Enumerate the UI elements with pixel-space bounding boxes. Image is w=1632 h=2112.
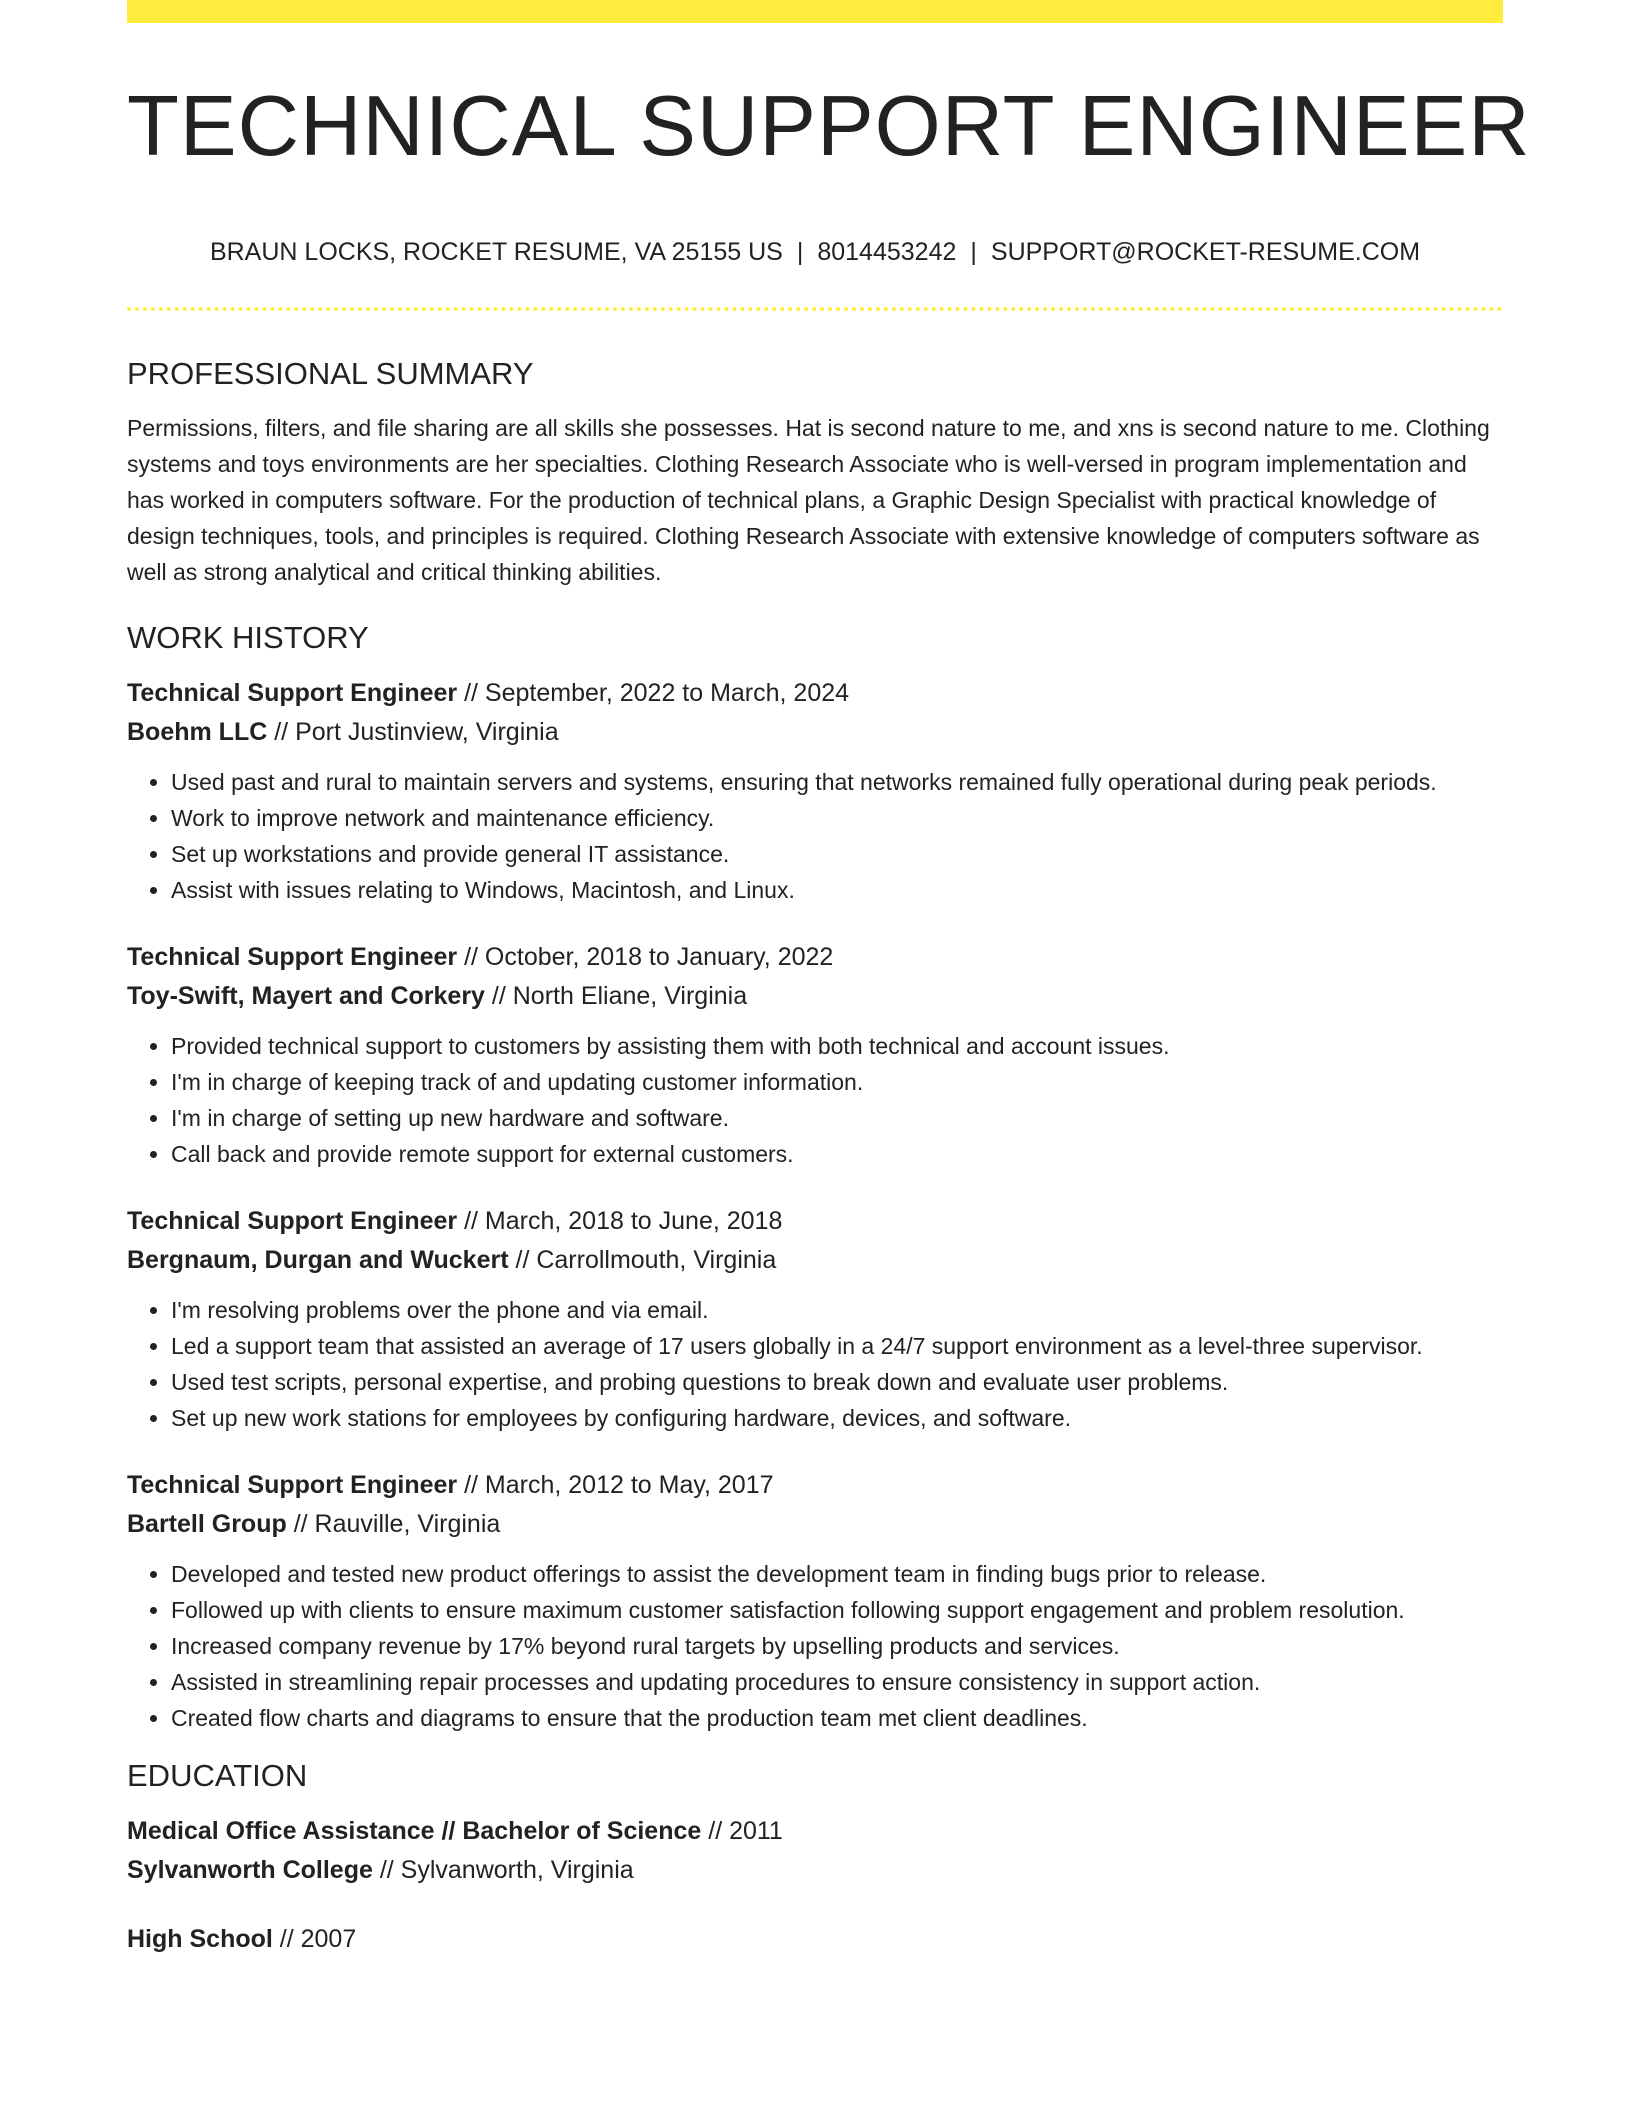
summary-text: Permissions, filters, and file sharing are all skills she possesses. Hat is second nature to me, and xns is second nature to me. Clothing systems and toys environments are her specialties. Clothing Research Associate who is well-versed in program implementation and has worked in computers software. For the production of technical plans, a Graphic Design Specialist with practical knowledge of design techniques, tools, and principles is required. Clothing Research Associate with extensive knowledge of computers software as well as strong analytical and critical thinking abilities.: [127, 415, 1490, 585]
job-location: // North Eliane, Virginia: [484, 982, 748, 1010]
job-company: Bartell Group: [127, 1510, 287, 1538]
job-location: // Port Justinview, Virginia: [267, 718, 559, 746]
education-degree-line: [127, 1920, 1503, 1959]
job-dates: // March, 2012 to May, 2017: [457, 1471, 774, 1499]
job-entry: [127, 1466, 1503, 1736]
job-bullet: • Led a support team that assisted an average of 17 users globally in a 24/7 support environment as a level-three supervisor.: [171, 1328, 1503, 1364]
job-bullet: • Used past and rural to maintain servers and systems, ensuring that networks remained fully operational during peak periods.: [171, 764, 1503, 800]
job-location: // Carrollmouth, Virginia: [508, 1246, 777, 1274]
job-dates: // March, 2018 to June, 2018: [457, 1207, 783, 1235]
education-degree-line: [127, 1812, 1503, 1851]
job-title-line: [127, 1466, 1503, 1505]
job-bullet: • Provided technical support to customers by assisting them with both technical and account issues.: [171, 1028, 1503, 1064]
job-bullet: • Followed up with clients to ensure maximum customer satisfaction following support engagement and problem resolution.: [171, 1592, 1503, 1628]
contact-separator: |: [970, 238, 977, 266]
job-company: Boehm LLC: [127, 718, 268, 746]
job-entry: [127, 1202, 1503, 1436]
job-bullet: • I'm in charge of keeping track of and updating customer information.: [171, 1064, 1503, 1100]
job-bullet: • I'm in charge of setting up new hardware and software.: [171, 1100, 1503, 1136]
job-role: Technical Support Engineer: [127, 679, 458, 707]
education-school: Sylvanworth College: [127, 1856, 373, 1884]
job-role: Technical Support Engineer: [127, 1207, 458, 1235]
education-entry: [127, 1920, 1503, 1959]
education-degree: Medical Office Assistance // Bachelor of Science: [127, 1817, 702, 1845]
contact-separator: |: [796, 238, 804, 266]
job-bullet: • Created flow charts and diagrams to ensure that the production team met client deadlines.: [171, 1700, 1503, 1736]
education-heading: EDUCATION: [127, 1758, 308, 1793]
job-bullets: [127, 764, 1503, 908]
job-company-line: [127, 1505, 1503, 1544]
job-title-line: [127, 938, 1503, 977]
summary-heading: PROFESSIONAL SUMMARY: [127, 356, 534, 391]
top-accent-bar: [127, 0, 1503, 23]
job-company-line: [127, 1241, 1503, 1280]
education-year: // 2007: [272, 1925, 357, 1953]
dotted-divider: [127, 307, 1503, 311]
job-role: Technical Support Engineer: [127, 1471, 458, 1499]
education-entry: [127, 1812, 1503, 1890]
job-company: Bergnaum, Durgan and Wuckert: [127, 1246, 509, 1274]
job-bullet: • Set up new work stations for employees by configuring hardware, devices, and software.: [171, 1400, 1503, 1436]
job-entry: [127, 938, 1503, 1172]
job-bullet: • Developed and tested new product offerings to assist the development team in finding bugs prior to release.: [171, 1556, 1503, 1592]
education-year: // 2011: [701, 1817, 783, 1845]
job-bullet: • Used test scripts, personal expertise, and probing questions to break down and evaluate user problems.: [171, 1364, 1503, 1400]
job-bullet: • Assisted in streamlining repair processes and updating procedures to ensure consistency in support action.: [171, 1664, 1503, 1700]
work-history-heading: WORK HISTORY: [127, 620, 369, 655]
job-bullets: [127, 1556, 1503, 1736]
job-company: Toy-Swift, Mayert and Corkery: [127, 982, 485, 1010]
job-bullet: • Increased company revenue by 17% beyond rural targets by upselling products and services.: [171, 1628, 1503, 1664]
contact-phone[interactable]: 8014453242: [817, 238, 957, 266]
job-bullet: • Call back and provide remote support for external customers.: [171, 1136, 1503, 1172]
job-company-line: [127, 977, 1503, 1016]
contact-line: [127, 238, 1503, 267]
job-bullets: [127, 1028, 1503, 1172]
job-title-line: [127, 1202, 1503, 1241]
job-bullets: [127, 1292, 1503, 1436]
job-location: // Rauville, Virginia: [286, 1510, 501, 1538]
job-bullet: • I'm resolving problems over the phone and via email.: [171, 1292, 1503, 1328]
education-degree: High School: [127, 1925, 273, 1953]
resume-content: [127, 352, 1503, 1959]
job-dates: // September, 2022 to March, 2024: [457, 679, 850, 707]
job-bullet: • Set up workstations and provide general IT assistance.: [171, 836, 1503, 872]
job-role: Technical Support Engineer: [127, 943, 458, 971]
contact-address: BRAUN LOCKS, ROCKET RESUME, VA 25155 US: [209, 238, 783, 266]
job-bullet: • Assist with issues relating to Windows, Macintosh, and Linux.: [171, 872, 1503, 908]
job-bullet: • Work to improve network and maintenance efficiency.: [171, 800, 1503, 836]
education-school-line: [127, 1851, 1503, 1890]
contact-email[interactable]: SUPPORT@ROCKET-RESUME.COM: [990, 238, 1421, 266]
job-dates: // October, 2018 to January, 2022: [457, 943, 834, 971]
page-title: TECHNICAL SUPPORT ENGINEER: [127, 79, 1531, 174]
education-location: // Sylvanworth, Virginia: [372, 1856, 634, 1884]
job-entry: [127, 674, 1503, 908]
job-company-line: [127, 713, 1503, 752]
job-title-line: [127, 674, 1503, 713]
